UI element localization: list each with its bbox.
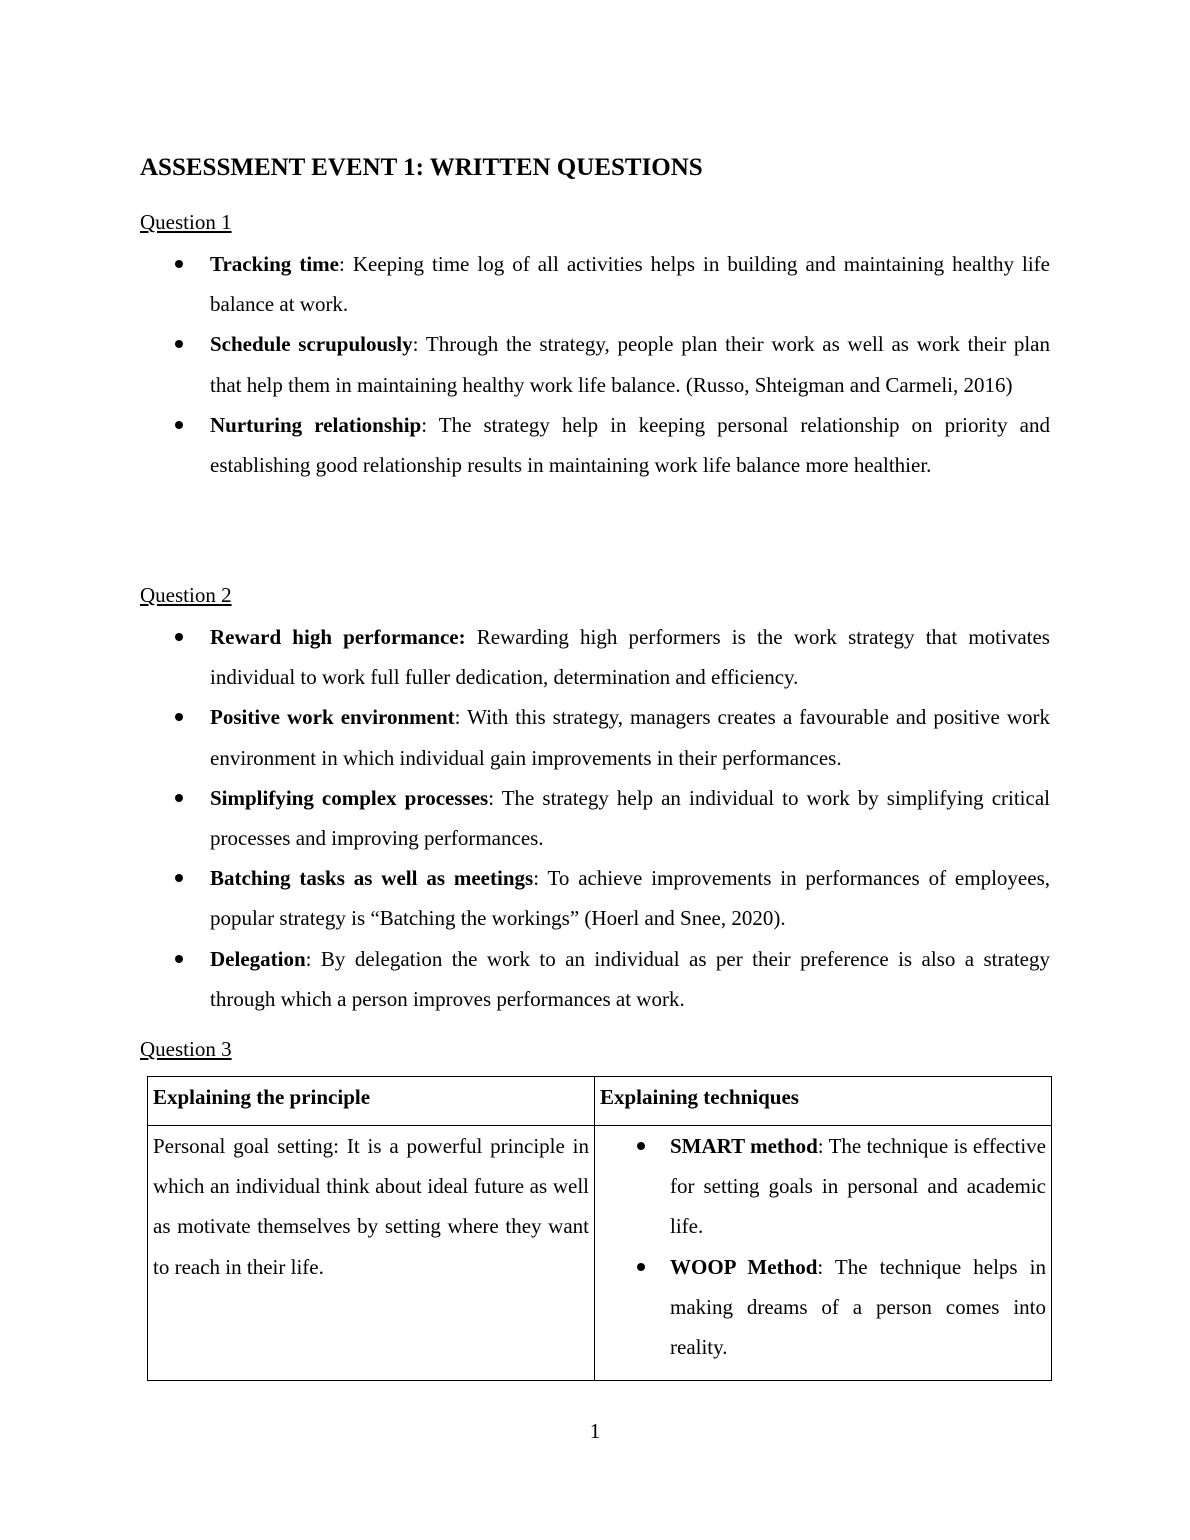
bullet-text: : By delegation the work to an individual as per their preference is also a strategy through which a person improves performances at work. (210, 946, 1050, 1011)
bullet-term: Delegation (210, 946, 306, 971)
list-item (140, 858, 1050, 938)
list-item (140, 617, 1050, 697)
list-item (140, 324, 1050, 404)
bullet-term: Reward high performance: (210, 625, 466, 649)
list-item (140, 939, 1050, 1019)
question-1-heading: Question 1 (140, 210, 232, 234)
list-item (600, 1126, 1046, 1247)
question-2-heading: Question 2 (140, 583, 232, 607)
list-item (140, 244, 1050, 324)
page-number: 1 (589, 1419, 601, 1443)
technique-term: SMART method (670, 1134, 818, 1158)
question-2-list (140, 617, 1050, 1019)
question-3-table (147, 1076, 1052, 1381)
question-3-heading: Question 3 (140, 1037, 232, 1061)
bullet-term: Positive work environment (210, 705, 455, 730)
bullet-text: Rewarding high performers is the work strategy that motivates individual to work full fuller dedication, determination and efficiency. (210, 625, 1050, 690)
techniques-list (600, 1126, 1046, 1367)
principle-column-header: Explaining the principle (148, 1077, 595, 1126)
bullet-term: Schedule scrupulously (210, 332, 413, 357)
question-1-list (140, 244, 1050, 485)
list-item (140, 697, 1050, 777)
bullet-term: Tracking time (210, 252, 339, 276)
table-row (148, 1126, 1052, 1381)
principle-cell: Personal goal setting: It is a powerful principle in which an individual think about ideal future as well as motivate themselves by setting where they want to reach in their life. (148, 1126, 595, 1381)
bullet-term: Simplifying complex processes (210, 785, 489, 810)
technique-term: WOOP Method (670, 1254, 818, 1279)
bullet-text: : To achieve improvements in performances of employees, popular strategy is “Batching the workings” (Hoerl and Snee, 2020). (210, 866, 1050, 931)
bullet-text: : The strategy help in keeping personal relationship on priority and establishing good relationship results in maintaining work life balance more healthier. (210, 412, 1050, 478)
page-title: ASSESSMENT EVENT 1: WRITTEN QUESTIONS (140, 154, 703, 181)
list-item (600, 1247, 1046, 1368)
bullet-term: Batching tasks as well as meetings (210, 866, 534, 891)
technique-text: : The technique is effective for setting goals in personal and academic life. (670, 1134, 1046, 1239)
bullet-text: : The strategy help an individual to work by simplifying critical processes and improving performances. (210, 785, 1050, 851)
bullet-term: Nurturing relationship (210, 412, 422, 437)
technique-text: : The technique helps in making dreams of a person comes into reality. (670, 1254, 1046, 1360)
techniques-column-header: Explaining techniques (595, 1077, 1052, 1126)
list-item (140, 778, 1050, 858)
techniques-cell (595, 1126, 1052, 1381)
table-header-row (148, 1077, 1052, 1126)
bullet-text: : Through the strategy, people plan their work as well as work their plan that help them in maintaining healthy work life balance. (Russo, Shteigman and Carmeli, 2016) (210, 332, 1050, 397)
bullet-text: : Keeping time log of all activities helps in building and maintaining healthy life balance at work. (210, 252, 1050, 317)
bullet-text: : With this strategy, managers creates a favourable and positive work environment in which individual gain improvements in their performances. (210, 705, 1050, 770)
list-item (140, 405, 1050, 485)
